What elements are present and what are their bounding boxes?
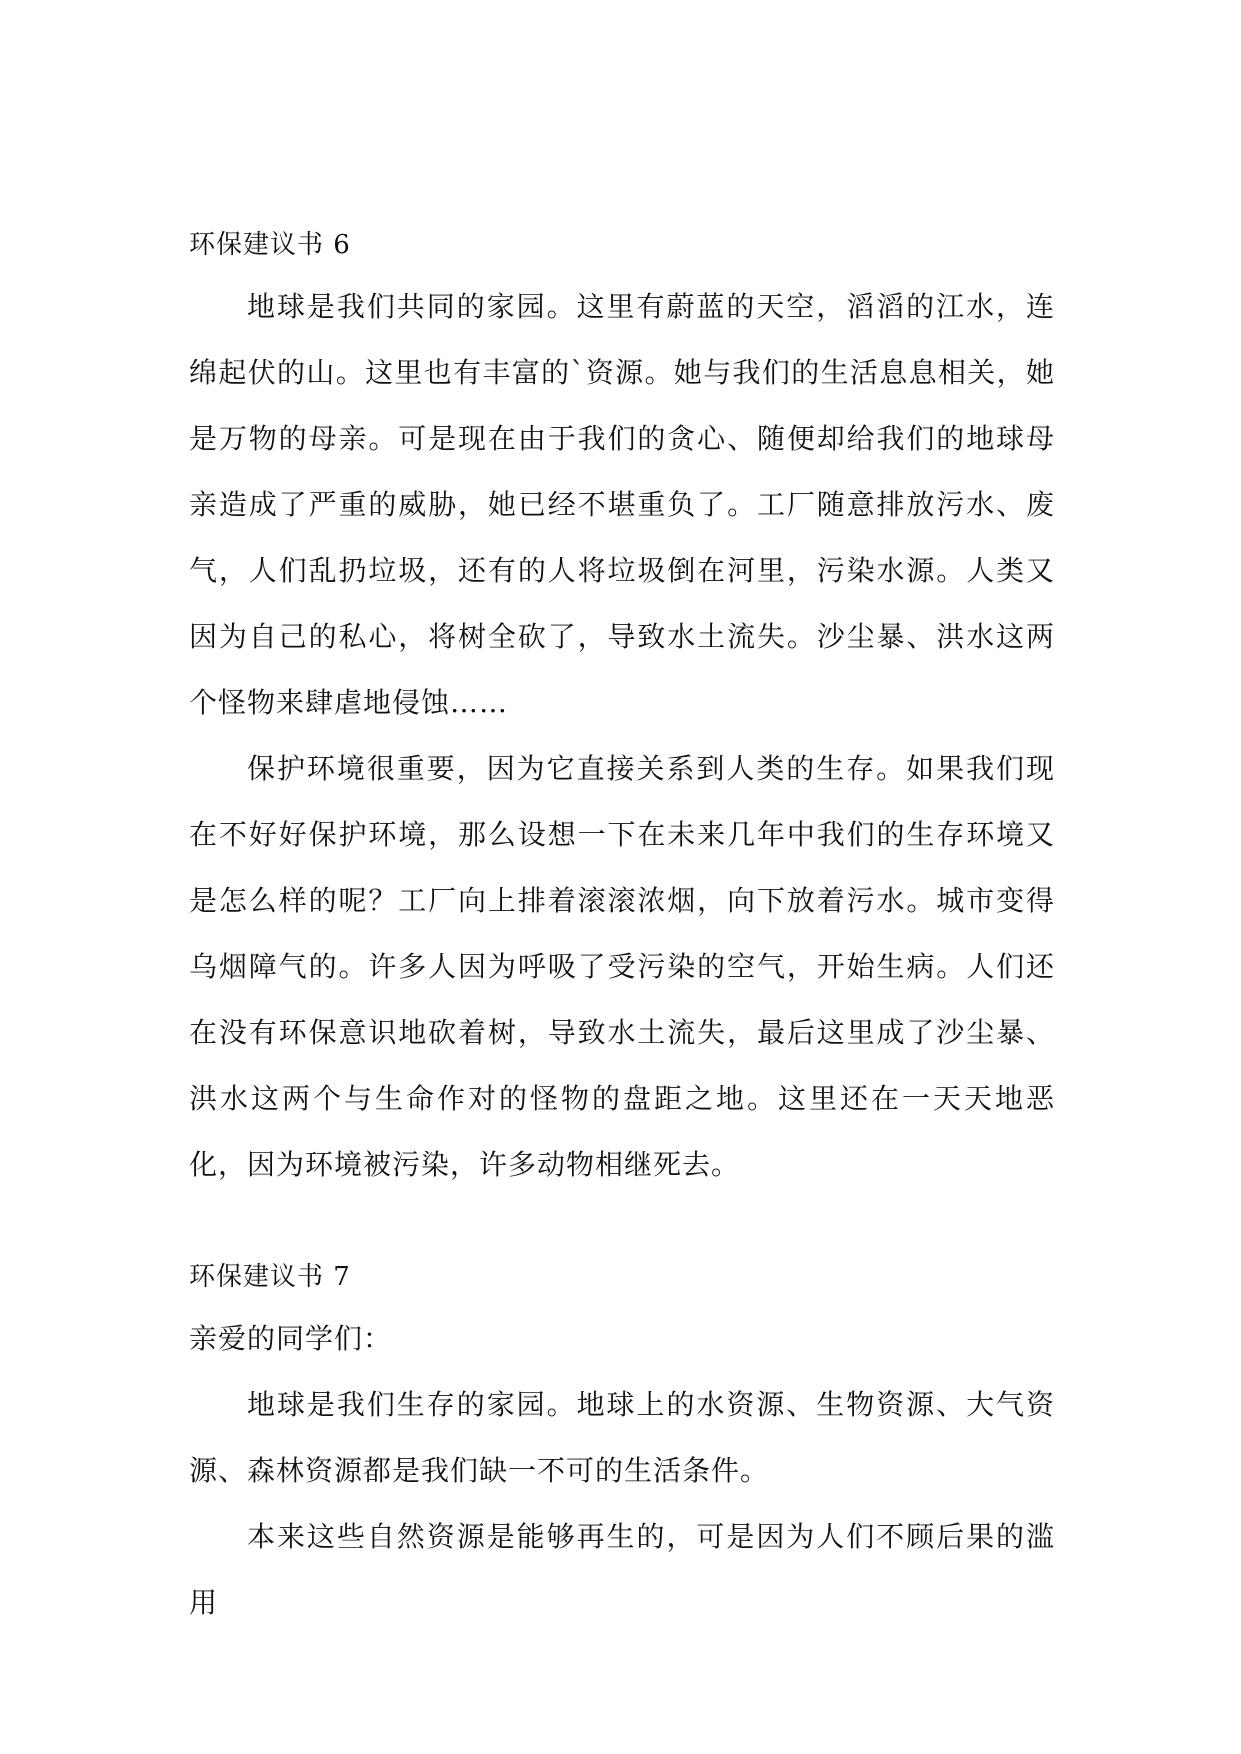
spacer xyxy=(189,262,1055,274)
section-6-heading: 环保建议书 6 xyxy=(189,230,351,260)
spacer xyxy=(189,1294,1055,1306)
section-7-salutation: 亲爱的同学们： xyxy=(189,1322,393,1355)
section-spacer xyxy=(189,1198,1055,1260)
section-7-paragraph-1: 地球是我们生存的家园。地球上的水资源、生物资源、大气资源、森林资源都是我们缺一不可的生活条件。 xyxy=(189,1388,1055,1487)
section-7-paragraph-2: 本来这些自然资源是能够再生的，可是因为人们不顾后果的滥用 xyxy=(189,1520,1055,1619)
section-7-heading: 环保建议书 7 xyxy=(189,1262,351,1292)
section-6-paragraph-2: 保护环境很重要，因为它直接关系到人类的生存。如果我们现在不好好保护环境，那么设想一下在未来几年中我们的生存环境又是怎么样的呢？工厂向上排着滚滚浓烟，向下放着污水。城市变得乌烟障气的。许多人因为呼吸了受污染的空气，开始生病。人们还在没有环保意识地砍着树，导致水土流失，最后这里成了沙尘暴、洪水这两个与生命作对的怪物的盘距之地。这里还在一天天地恶化，因为环境被污染，许多动物相继死去。 xyxy=(189,752,1055,1181)
document-content xyxy=(189,228,1055,1636)
section-6-paragraph-1: 地球是我们共同的家园。这里有蔚蓝的天空，滔滔的江水，连绵起伏的山。这里也有丰富的`资源。她与我们的生活息息相关，她是万物的母亲。可是现在由于我们的贪心、随便却给我们的地球母亲造成了严重的威胁，她已经不堪重负了。工厂随意排放污水、废气，人们乱扔垃圾，还有的人将垃圾倒在河里，污染水源。人类又因为自己的私心，将树全砍了，导致水土流失。沙尘暴、洪水这两个怪物来肆虐地侵蚀…… xyxy=(189,290,1055,719)
